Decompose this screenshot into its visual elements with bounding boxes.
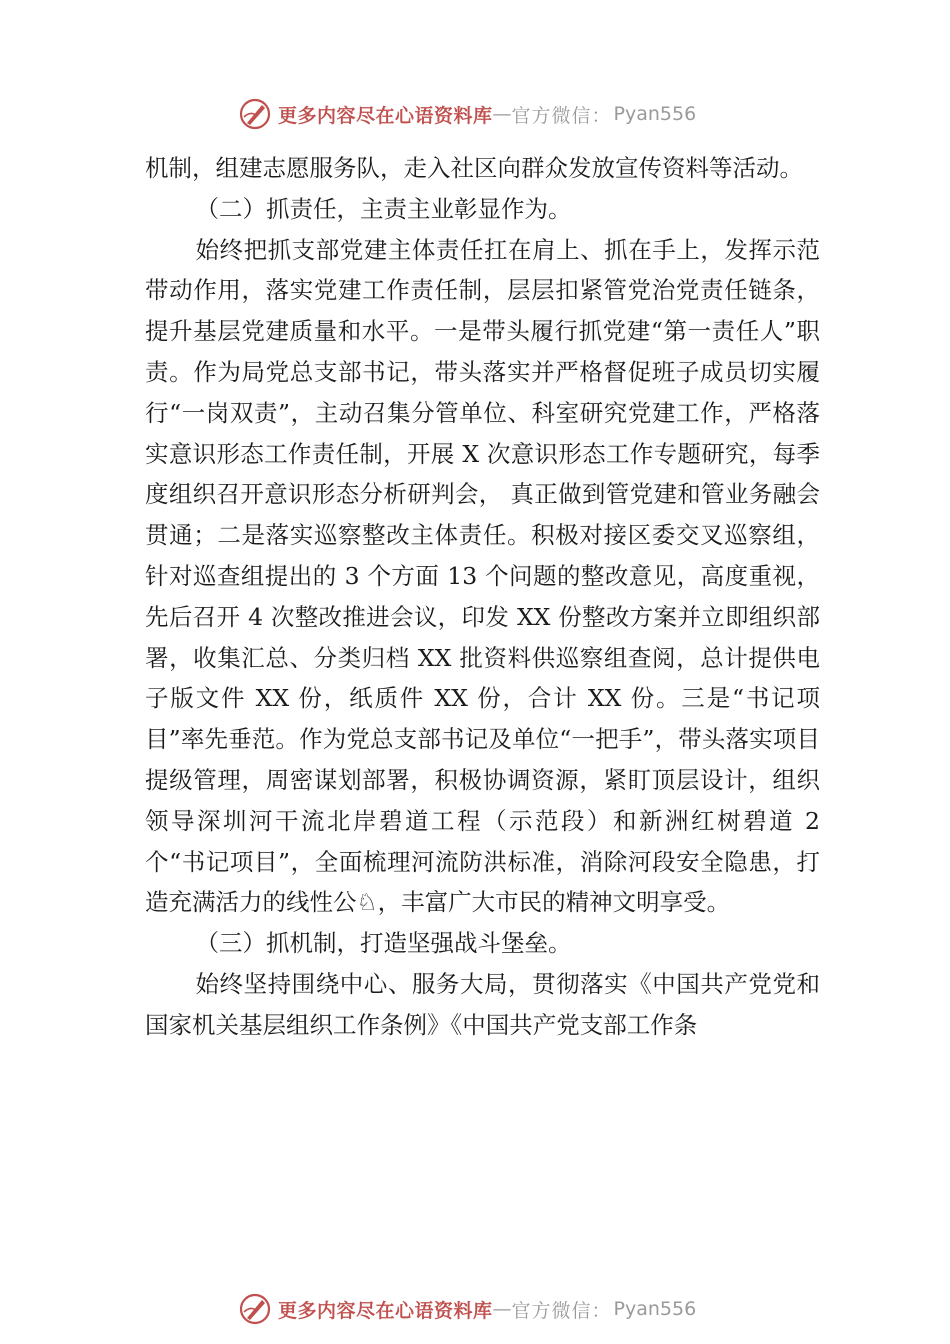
section-heading-2: （二）抓责任，主责主业彰显作为。 [195,194,572,223]
watermark-brand: 更多内容尽在心语资料库 [278,1299,493,1322]
watermark-brand: 更多内容尽在心语资料库 [278,104,493,127]
document-body [145,148,820,1046]
watermark-id: Pyan556 [613,103,697,125]
paragraph-responsibility: 始终把抓支部党建主体责任扛在肩上、抓在手上，发挥示范带动作用，落实党建工作责任制，层层扣紧管党治党责任链条，提升基层党建质量和水平。一是带头履行抓党建“第一责任人”职责。作为局党总支部书记，带头落实并严格督促班子成员切实履行“一岗双责”，主动召集分管单位、科室研究党建工作，严格落实意识形态工作责任制，开展 X 次意识形态工作专题研究，每季度组织召开意识形态分析研判会， 真正做到管党建和管业务融会贯通；二是落实巡察整改主体责任。积极对接区委交叉巡察组，针对巡查组提出的 3 个方面 13 个问题的整改意见，高度重视，先后召开 4 次整改推进会议，印发 XX 份整改方案并立即组织部署，收集汇总、分类归档 XX 批资料供巡察组查阅，总计提供电子版文件 XX 份，纸质件 XX 份，合计 XX 份。三是“书记项目”率先垂范。作为党总支部书记及单位“一把手”，带头落实项目提级管理，周密谋划部署，积极协调资源，紧盯顶层设计，组织领导深圳河干流北岸碧道工程（示范段）和新洲红树碧道 2 个“书记项目”，全面梳理河流防洪标准，消除河段安全隐患，打造充满活力的线性公♘，丰富广大市民的精神文明享受。 [145,235,820,917]
footer-watermark [238,1291,696,1327]
watermark-dash: — [492,1298,512,1320]
watermark-label: 官方微信： [511,104,612,127]
section-heading-3: （三）抓机制，打造坚强战斗堡垒。 [195,929,572,958]
paragraph-mechanism: 始终坚持围绕中心、服务大局，贯彻落实《中国共产党党和国家机关基层组织工作条例》《中国共产党支部工作条 [145,969,820,1039]
header-watermark [238,96,696,132]
watermark-dash: — [492,103,512,125]
watermark-id: Pyan556 [613,1298,697,1320]
quill-logo-icon [238,97,272,131]
paragraph-continuation: 机制，组建志愿服务队，走入社区向群众发放宣传资料等活动。 [145,154,803,182]
quill-logo-icon [238,1292,272,1326]
watermark-label: 官方微信： [511,1299,612,1322]
